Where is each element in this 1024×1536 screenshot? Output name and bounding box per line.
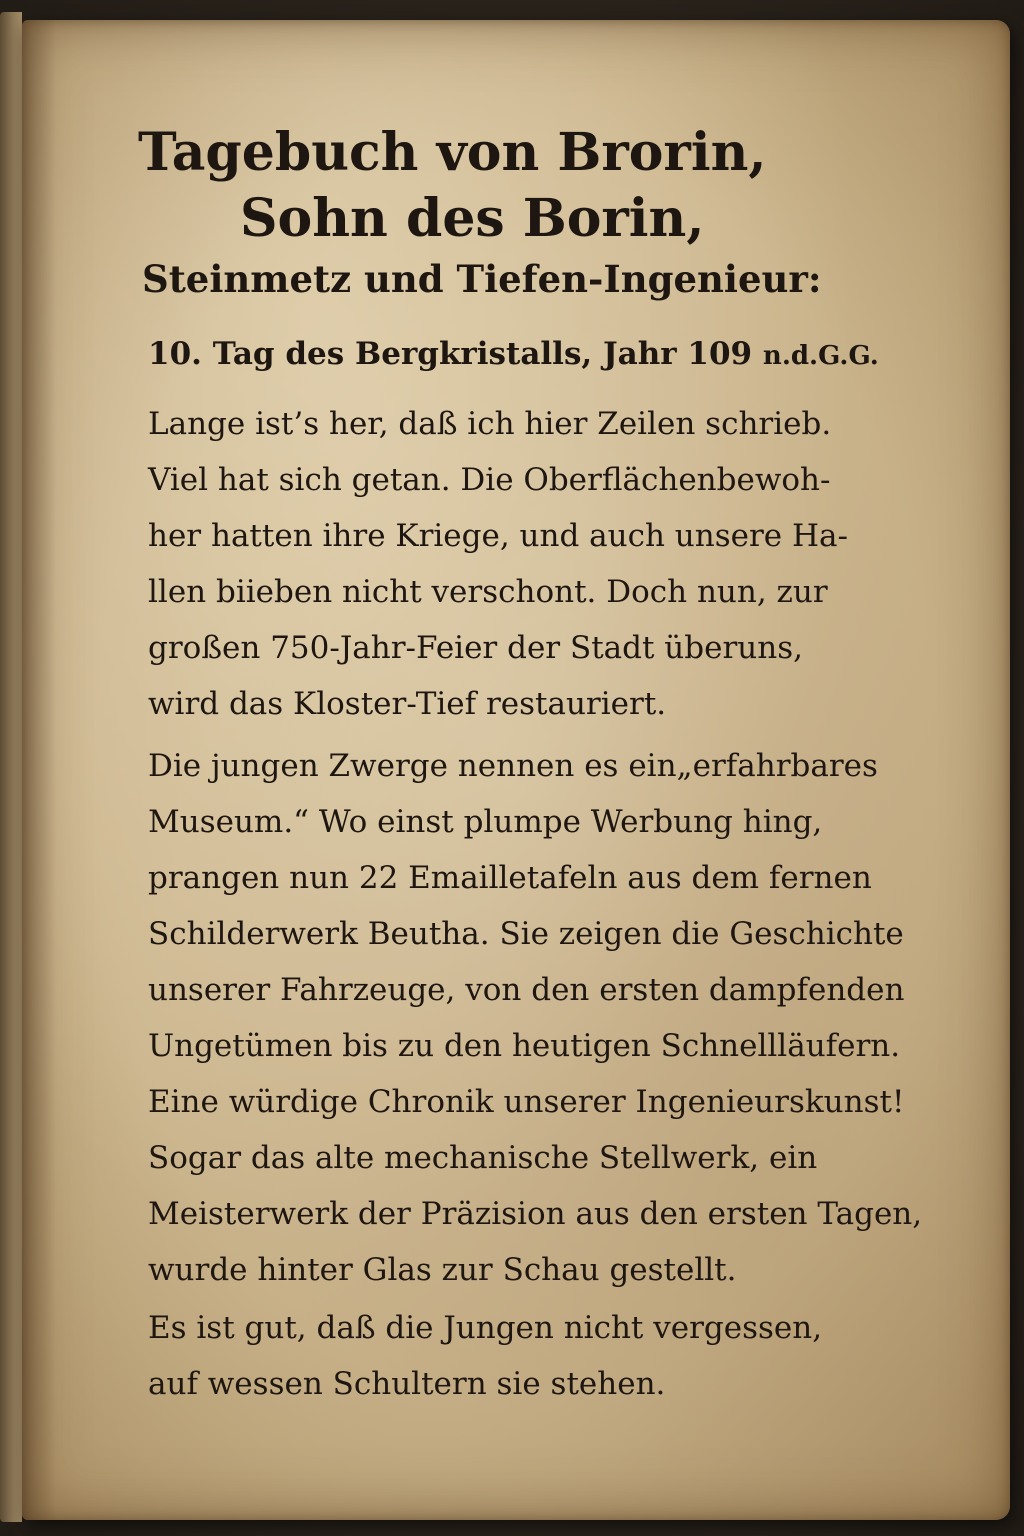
paragraph-line: Eine würdige Chronik unserer Ingenieurskunst! <box>148 1084 905 1120</box>
diary-page <box>22 20 1010 1520</box>
diary-title-line1: Tagebuch von Brorin, <box>138 122 767 183</box>
entry-date-text: 10. Tag des Bergkristalls, Jahr 109 <box>148 336 753 372</box>
paragraph-line: Ungetümen bis zu den heutigen Schnellläufern. <box>148 1028 901 1064</box>
paragraph-line: auf wessen Schultern sie stehen. <box>148 1366 666 1402</box>
paragraph-line: unserer Fahrzeuge, von den ersten dampfenden <box>148 972 905 1008</box>
paragraph-line: llen biieben nicht verschont. Doch nun, zur <box>148 574 828 610</box>
paragraph-3 <box>128 1300 988 1412</box>
left-page-edge <box>0 12 22 1522</box>
paragraph-line: wurde hinter Glas zur Schau gestellt. <box>148 1252 737 1288</box>
entry-date-era: n.d.G.G. <box>762 341 879 371</box>
paragraph-line: prangen nun 22 Emailletafeln aus dem fernen <box>148 860 872 896</box>
paragraph-line: her hatten ihre Kriege, und auch unsere Ha- <box>148 518 848 554</box>
entry-date <box>128 332 988 378</box>
paragraph-1 <box>128 396 988 732</box>
paragraph-line: Schilderwerk Beutha. Sie zeigen die Geschichte <box>148 916 904 952</box>
paragraph-line: Es ist gut, daß die Jungen nicht vergessen, <box>148 1310 823 1346</box>
paragraph-line: Lange ist’s her, daß ich hier Zeilen schrieb. <box>148 406 832 442</box>
paragraph-line: wird das Kloster-Tief restauriert. <box>148 686 667 722</box>
paragraph-line: großen 750-Jahr-Feier der Stadt überuns, <box>148 630 803 666</box>
paragraph-line: Museum.“ Wo einst plumpe Werbung hing, <box>148 804 823 840</box>
paragraph-2 <box>128 738 988 1298</box>
paragraph-line: Meisterwerk der Präzision aus den ersten Tagen, <box>148 1196 923 1232</box>
diary-title-line2: Sohn des Borin, <box>240 188 705 249</box>
paragraph-line: Sogar das alte mechanische Stellwerk, ein <box>148 1140 818 1176</box>
diary-subtitle: Steinmetz und Tiefen-Ingenieur: <box>142 257 822 301</box>
diary-text <box>128 120 988 1412</box>
paragraph-line: Die jungen Zwerge nennen es ein„erfahrbares <box>148 748 878 784</box>
paragraph-line: Viel hat sich getan. Die Oberflächenbewoh- <box>148 462 831 498</box>
